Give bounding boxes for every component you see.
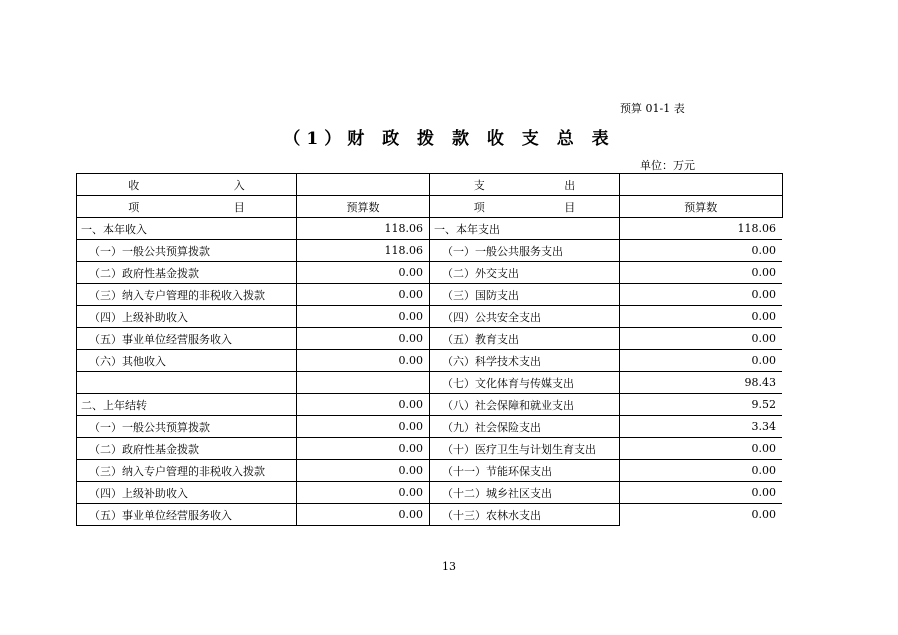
expense-header: 支 出 bbox=[430, 174, 620, 196]
expense-item-cell: （九）社会保险支出 bbox=[430, 416, 620, 438]
expense-item-cell: （三）国防支出 bbox=[430, 284, 620, 306]
expense-item-cell: （一）一般公共服务支出 bbox=[430, 240, 620, 262]
income-amount-cell: 0.00 bbox=[297, 460, 430, 482]
table-row bbox=[77, 372, 783, 394]
expense-amount-cell: 0.00 bbox=[620, 328, 783, 350]
table-row bbox=[77, 460, 783, 482]
income-header-blank bbox=[297, 174, 430, 196]
expense-header-blank bbox=[620, 174, 783, 196]
income-item-cell: （二）政府性基金拨款 bbox=[77, 262, 297, 284]
income-item-cell: （一）一般公共预算拨款 bbox=[77, 240, 297, 262]
income-item-cell bbox=[77, 372, 297, 394]
income-amount-cell: 118.06 bbox=[297, 240, 430, 262]
table-row bbox=[77, 394, 783, 416]
income-amount-cell: 0.00 bbox=[297, 284, 430, 306]
table-row bbox=[77, 438, 783, 460]
page-number: 13 bbox=[442, 560, 456, 573]
income-header: 收 入 bbox=[77, 174, 297, 196]
income-amount-cell: 0.00 bbox=[297, 504, 430, 526]
expense-item-header: 项 目 bbox=[430, 196, 620, 218]
income-item-cell: （五）事业单位经营服务收入 bbox=[77, 328, 297, 350]
income-item-cell: （三）纳入专户管理的非税收入拨款 bbox=[77, 284, 297, 306]
expense-amount-header: 预算数 bbox=[620, 196, 783, 218]
expense-amount-cell: 118.06 bbox=[620, 218, 783, 240]
table-row bbox=[77, 504, 783, 526]
income-amount-cell: 0.00 bbox=[297, 482, 430, 504]
table-code: 预算 01-1 表 bbox=[620, 102, 685, 115]
income-amount-cell: 118.06 bbox=[297, 218, 430, 240]
income-amount-header: 预算数 bbox=[297, 196, 430, 218]
table-row bbox=[77, 240, 783, 262]
income-item-cell: 一、本年收入 bbox=[77, 218, 297, 240]
expense-item-cell: （十）医疗卫生与计划生育支出 bbox=[430, 438, 620, 460]
expense-amount-cell: 0.00 bbox=[620, 350, 783, 372]
income-item-cell: （五）事业单位经营服务收入 bbox=[77, 504, 297, 526]
expense-amount-cell: 0.00 bbox=[620, 482, 783, 504]
income-amount-cell: 0.00 bbox=[297, 306, 430, 328]
table-row bbox=[77, 416, 783, 438]
income-item-header: 项 目 bbox=[77, 196, 297, 218]
expense-amount-cell: 0.00 bbox=[620, 438, 783, 460]
table-row bbox=[77, 262, 783, 284]
expense-item-cell: （五）教育支出 bbox=[430, 328, 620, 350]
expense-item-cell: （十一）节能环保支出 bbox=[430, 460, 620, 482]
income-amount-cell: 0.00 bbox=[297, 328, 430, 350]
expense-item-cell: （二）外交支出 bbox=[430, 262, 620, 284]
expense-item-cell: （四）公共安全支出 bbox=[430, 306, 620, 328]
table-row bbox=[77, 306, 783, 328]
expense-amount-cell: 0.00 bbox=[620, 284, 783, 306]
income-amount-cell: 0.00 bbox=[297, 350, 430, 372]
income-item-cell: 二、上年结转 bbox=[77, 394, 297, 416]
page-title: （1）财 政 拨 款 收 支 总 表 bbox=[283, 129, 615, 149]
table-row bbox=[77, 328, 783, 350]
expense-amount-cell: 0.00 bbox=[620, 262, 783, 284]
expense-item-cell: 一、本年支出 bbox=[430, 218, 620, 240]
expense-amount-cell: 0.00 bbox=[620, 460, 783, 482]
table-row bbox=[77, 482, 783, 504]
income-item-cell: （二）政府性基金拨款 bbox=[77, 438, 297, 460]
header-row-2 bbox=[77, 196, 783, 218]
expense-item-cell: （七）文化体育与传媒支出 bbox=[430, 372, 620, 394]
table-row bbox=[77, 218, 783, 240]
income-amount-cell: 0.00 bbox=[297, 438, 430, 460]
expense-amount-cell: 0.00 bbox=[620, 240, 783, 262]
table-row bbox=[77, 284, 783, 306]
income-item-cell: （三）纳入专户管理的非税收入拨款 bbox=[77, 460, 297, 482]
income-item-cell: （一）一般公共预算拨款 bbox=[77, 416, 297, 438]
income-amount-cell: 0.00 bbox=[297, 416, 430, 438]
income-amount-cell bbox=[297, 372, 430, 394]
expense-amount-cell: 98.43 bbox=[620, 372, 783, 394]
expense-item-cell: （十二）城乡社区支出 bbox=[430, 482, 620, 504]
expense-item-cell: （六）科学技术支出 bbox=[430, 350, 620, 372]
income-item-cell: （四）上级补助收入 bbox=[77, 482, 297, 504]
unit-label: 单位：万元 bbox=[640, 159, 695, 172]
expense-amount-cell: 0.00 bbox=[620, 504, 783, 526]
expense-amount-cell: 0.00 bbox=[620, 306, 783, 328]
expense-item-cell: （十三）农林水支出 bbox=[430, 504, 620, 526]
expense-amount-cell: 3.34 bbox=[620, 416, 783, 438]
income-item-cell: （六）其他收入 bbox=[77, 350, 297, 372]
income-item-cell: （四）上级补助收入 bbox=[77, 306, 297, 328]
table-row bbox=[77, 350, 783, 372]
expense-item-cell: （八）社会保障和就业支出 bbox=[430, 394, 620, 416]
expense-amount-cell: 9.52 bbox=[620, 394, 783, 416]
income-amount-cell: 0.00 bbox=[297, 262, 430, 284]
income-amount-cell: 0.00 bbox=[297, 394, 430, 416]
budget-table bbox=[76, 173, 783, 526]
header-row-1 bbox=[77, 174, 783, 196]
